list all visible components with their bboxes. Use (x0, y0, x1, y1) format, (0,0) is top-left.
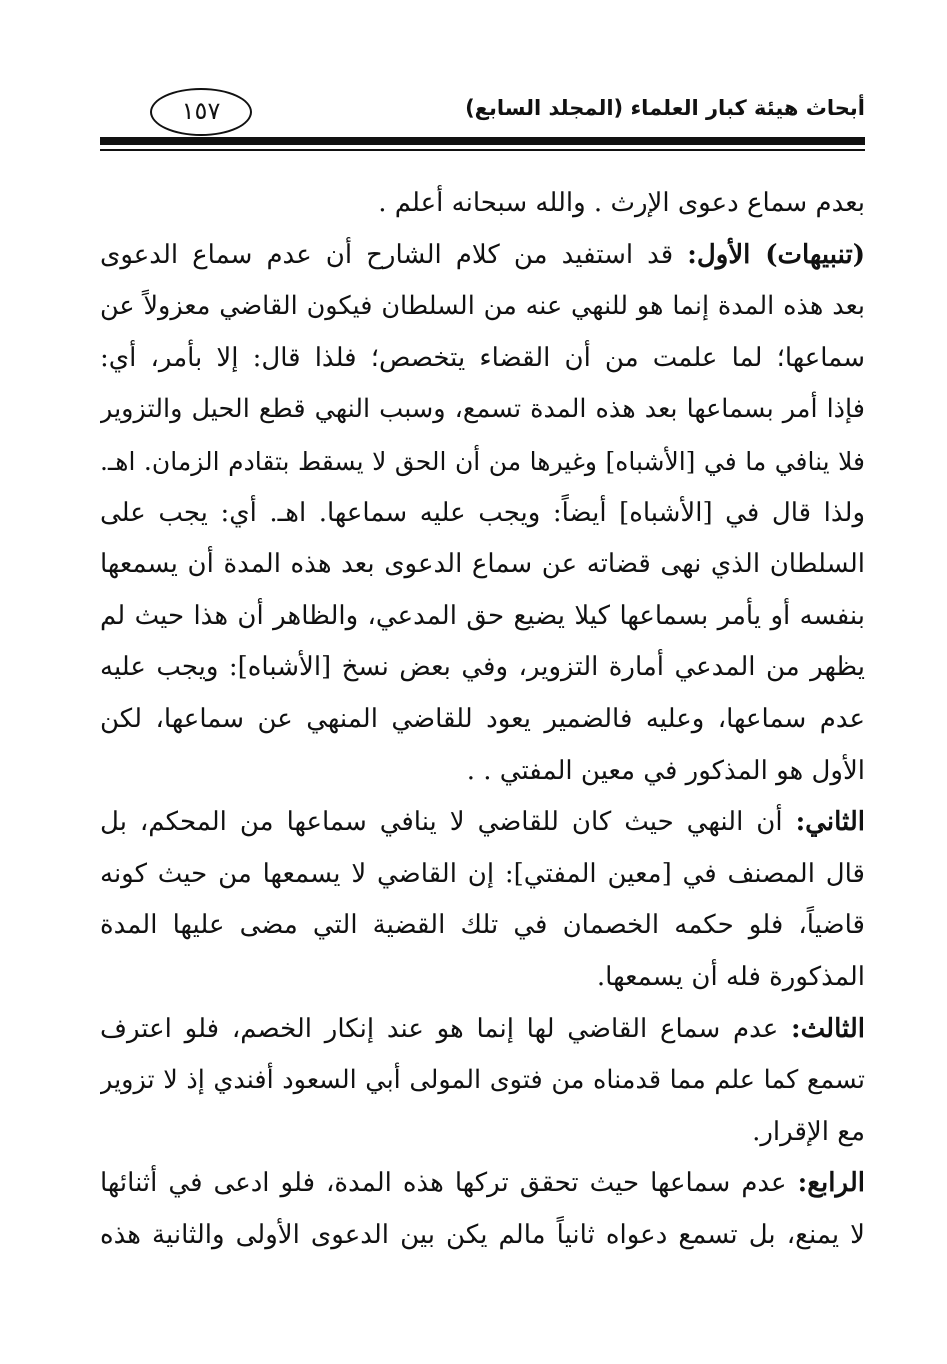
text-line: الثالث: عدم سماع القاضي لها إنما هو عند إنكار الخصم، فلو اعترف (100, 1013, 865, 1044)
header-rule-thick (100, 137, 865, 145)
text-line: بعد هذه المدة إنما هو للنهي عنه من السلطان فيكون القاضي معزولاً عن (100, 291, 865, 322)
text-line: الرابع: عدم سماعها حيث تحقق تركها هذه المدة، فلو ادعى في أثنائها (100, 1168, 865, 1199)
text-line: فلا ينافي ما في [الأشباه] وغيرها من أن الحق لا يسقط بتقادم الزمان. اهـ. (100, 446, 865, 476)
section-lead: الرابع: (797, 1168, 865, 1199)
page-header (100, 88, 865, 134)
text-line: الثاني: أن النهي حيث كان للقاضي لا ينافي سماعها من المحكم، بل (100, 807, 865, 838)
text-line: مع الإقرار. (752, 1116, 865, 1147)
text-line: المذكورة فله أن يسمعها. (596, 961, 865, 992)
text-line: بنفسه أو يأمر بسماعها كيلا يضيع حق المدعي، والظاهر أن هذا حيث لم (100, 600, 865, 631)
section-lead: الثالث: (791, 1013, 865, 1044)
header-rule-thin (100, 149, 865, 151)
page-number: ١٥٧ (150, 88, 252, 136)
text-line: سماعها؛ لما علمت من أن القضاء يتخصص؛ فلذا قال: إلا بأمر، أي: (100, 342, 865, 373)
text-line: السلطان الذي نهى قضاته عن سماع الدعوى بعد هذه المدة أن يسمعها (100, 549, 865, 580)
text-line: عدم سماعها، وعليه فالضمير يعود للقاضي المنهي عن سماعها، لكن (100, 703, 865, 734)
running-title: أبحاث هيئة كبار العلماء (المجلد السابع) (465, 96, 865, 120)
section-lead: الثاني: (795, 807, 865, 838)
text-line: ولذا قال في [الأشباه] أيضاً: ويجب عليه سماعها. اهـ. أي: يجب على (100, 497, 865, 528)
text-line: بعدم سماع دعوى الإرث . والله سبحانه أعلم . (378, 188, 865, 218)
text-line: تسمع كما علم مما قدمناه من فتوى المولى أبي السعود أفندي إذ لا تزوير (100, 1065, 865, 1096)
text-line: (تنبيهات) الأول: قد استفيد من كلام الشارح أن عدم سماع الدعوى (100, 239, 865, 270)
text-line: الأول هو المذكور في معين المفتي . . (466, 755, 865, 786)
text-line: قال المصنف في [معين المفتي]: إن القاضي لا يسمعها من حيث كونه (100, 858, 865, 889)
text-line: يظهر من المدعي أمارة التزوير، وفي بعض نسخ [الأشباه]: ويجب عليه (100, 652, 865, 683)
section-lead: (تنبيهات) الأول: (687, 239, 865, 270)
text-line: لا يمنع، بل تسمع دعواه ثانياً مالم يكن بين الدعوى الأولى والثانية هذه (100, 1219, 865, 1250)
text-line: قاضياً، فلو حكمه الخصمان في تلك القضية التي مضى عليها المدة (100, 910, 865, 941)
body-text (100, 178, 865, 1261)
text-line: فإذا أمر بسماعها بعد هذه المدة تسمع، وسبب النهي قطع الحيل والتزوير (100, 394, 865, 425)
